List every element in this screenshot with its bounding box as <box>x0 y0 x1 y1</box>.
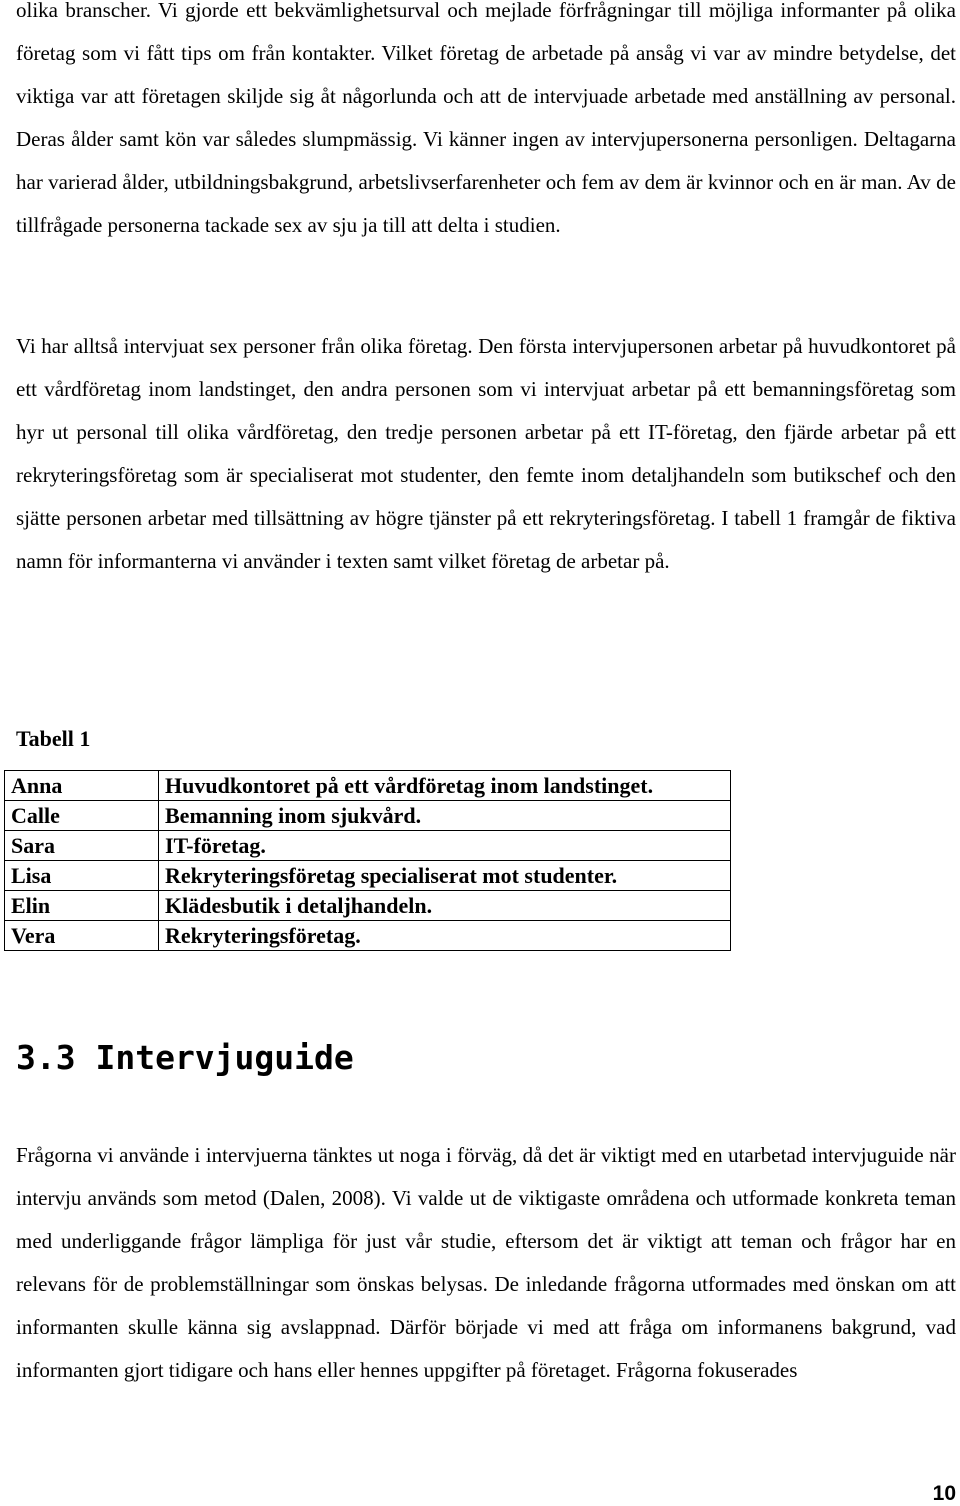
body-paragraph-participants: olika branscher. Vi gjorde ett bekvämlighetsurval och mejlade förfrågningar till möjliga informanter på olika företag som vi fått tips om från kontakter. Vilket företag de arbetade på ansåg vi var av mindre betydelse, det viktiga var att företagen skiljde sig åt någorlunda och att de intervjuade arbetade med anställning av personal. Deras ålder samt kön var således slumpmässig. Vi känner ingen av intervjupersonerna personligen. Deltagarna har varierad ålder, utbildningsbakgrund, arbetslivserfarenheter och fem av dem är kvinnor och en är man. Av de tillfrågade personerna tackade sex av sju ja till att delta i studien. <box>16 0 956 237</box>
table-row <box>5 921 731 951</box>
informant-workplace-cell: Bemanning inom sjukvård. <box>159 801 731 831</box>
table-caption: Tabell 1 <box>16 726 91 751</box>
body-paragraph-workplaces: Vi har alltså intervjuat sex personer från olika företag. Den första intervjupersonen arbetar på huvudkontoret på ett vårdföretag inom landstinget, den andra personen som vi intervjuat arbetar på ett bemanningsföretag som hyr ut personal till olika vårdföretag, den tredje personen arbetar på ett IT-företag, den fjärde arbetar på ett rekryteringsföretag som är specialiserat mot studenter, den femte inom detaljhandeln som butikschef och den sjätte personen arbetar med tillsättning av högre tjänster på ett rekryteringsföretag. I tabell 1 framgår de fiktiva namn för informanterna vi använder i texten samt vilket företag de arbetar på. <box>16 334 956 573</box>
informant-workplace-cell: Klädesbutik i detaljhandeln. <box>159 891 731 921</box>
page-number: 10 <box>932 1482 956 1505</box>
informant-name-cell: Calle <box>5 801 159 831</box>
table-row <box>5 831 731 861</box>
informant-workplace-cell: IT-företag. <box>159 831 731 861</box>
body-paragraph-interview-guide: Frågorna vi använde i intervjuerna tänktes ut noga i förväg, då det är viktigt med en utarbetad intervjuguide när intervju används som metod (Dalen, 2008). Vi valde ut de viktigaste områdena och utformade konkreta teman med underliggande frågor lämpliga för just vår studie, eftersom det är viktigt att teman och frågor har en relevans för de problemställningar som önskas belysas. De inledande frågorna utformades med önskan om att informanten skulle känna sig avslappnad. Därför började vi med att fråga om informanens bakgrund, vad informanten gjort tidigare och hans eller hennes uppgifter på företaget. Frågorna fokuserades <box>16 1143 956 1382</box>
informant-table <box>4 770 731 951</box>
informant-name-cell: Sara <box>5 831 159 861</box>
informant-workplace-cell: Rekryteringsföretag. <box>159 921 731 951</box>
informant-workplace-cell: Rekryteringsföretag specialiserat mot studenter. <box>159 861 731 891</box>
table-row <box>5 771 731 801</box>
table-row <box>5 891 731 921</box>
section-heading: 3.3 Intervjuguide <box>16 1038 354 1077</box>
informant-name-cell: Elin <box>5 891 159 921</box>
informant-name-cell: Anna <box>5 771 159 801</box>
informant-workplace-cell: Huvudkontoret på ett vårdföretag inom landstinget. <box>159 771 731 801</box>
table-row <box>5 801 731 831</box>
informant-name-cell: Lisa <box>5 861 159 891</box>
informant-name-cell: Vera <box>5 921 159 951</box>
table-row <box>5 861 731 891</box>
